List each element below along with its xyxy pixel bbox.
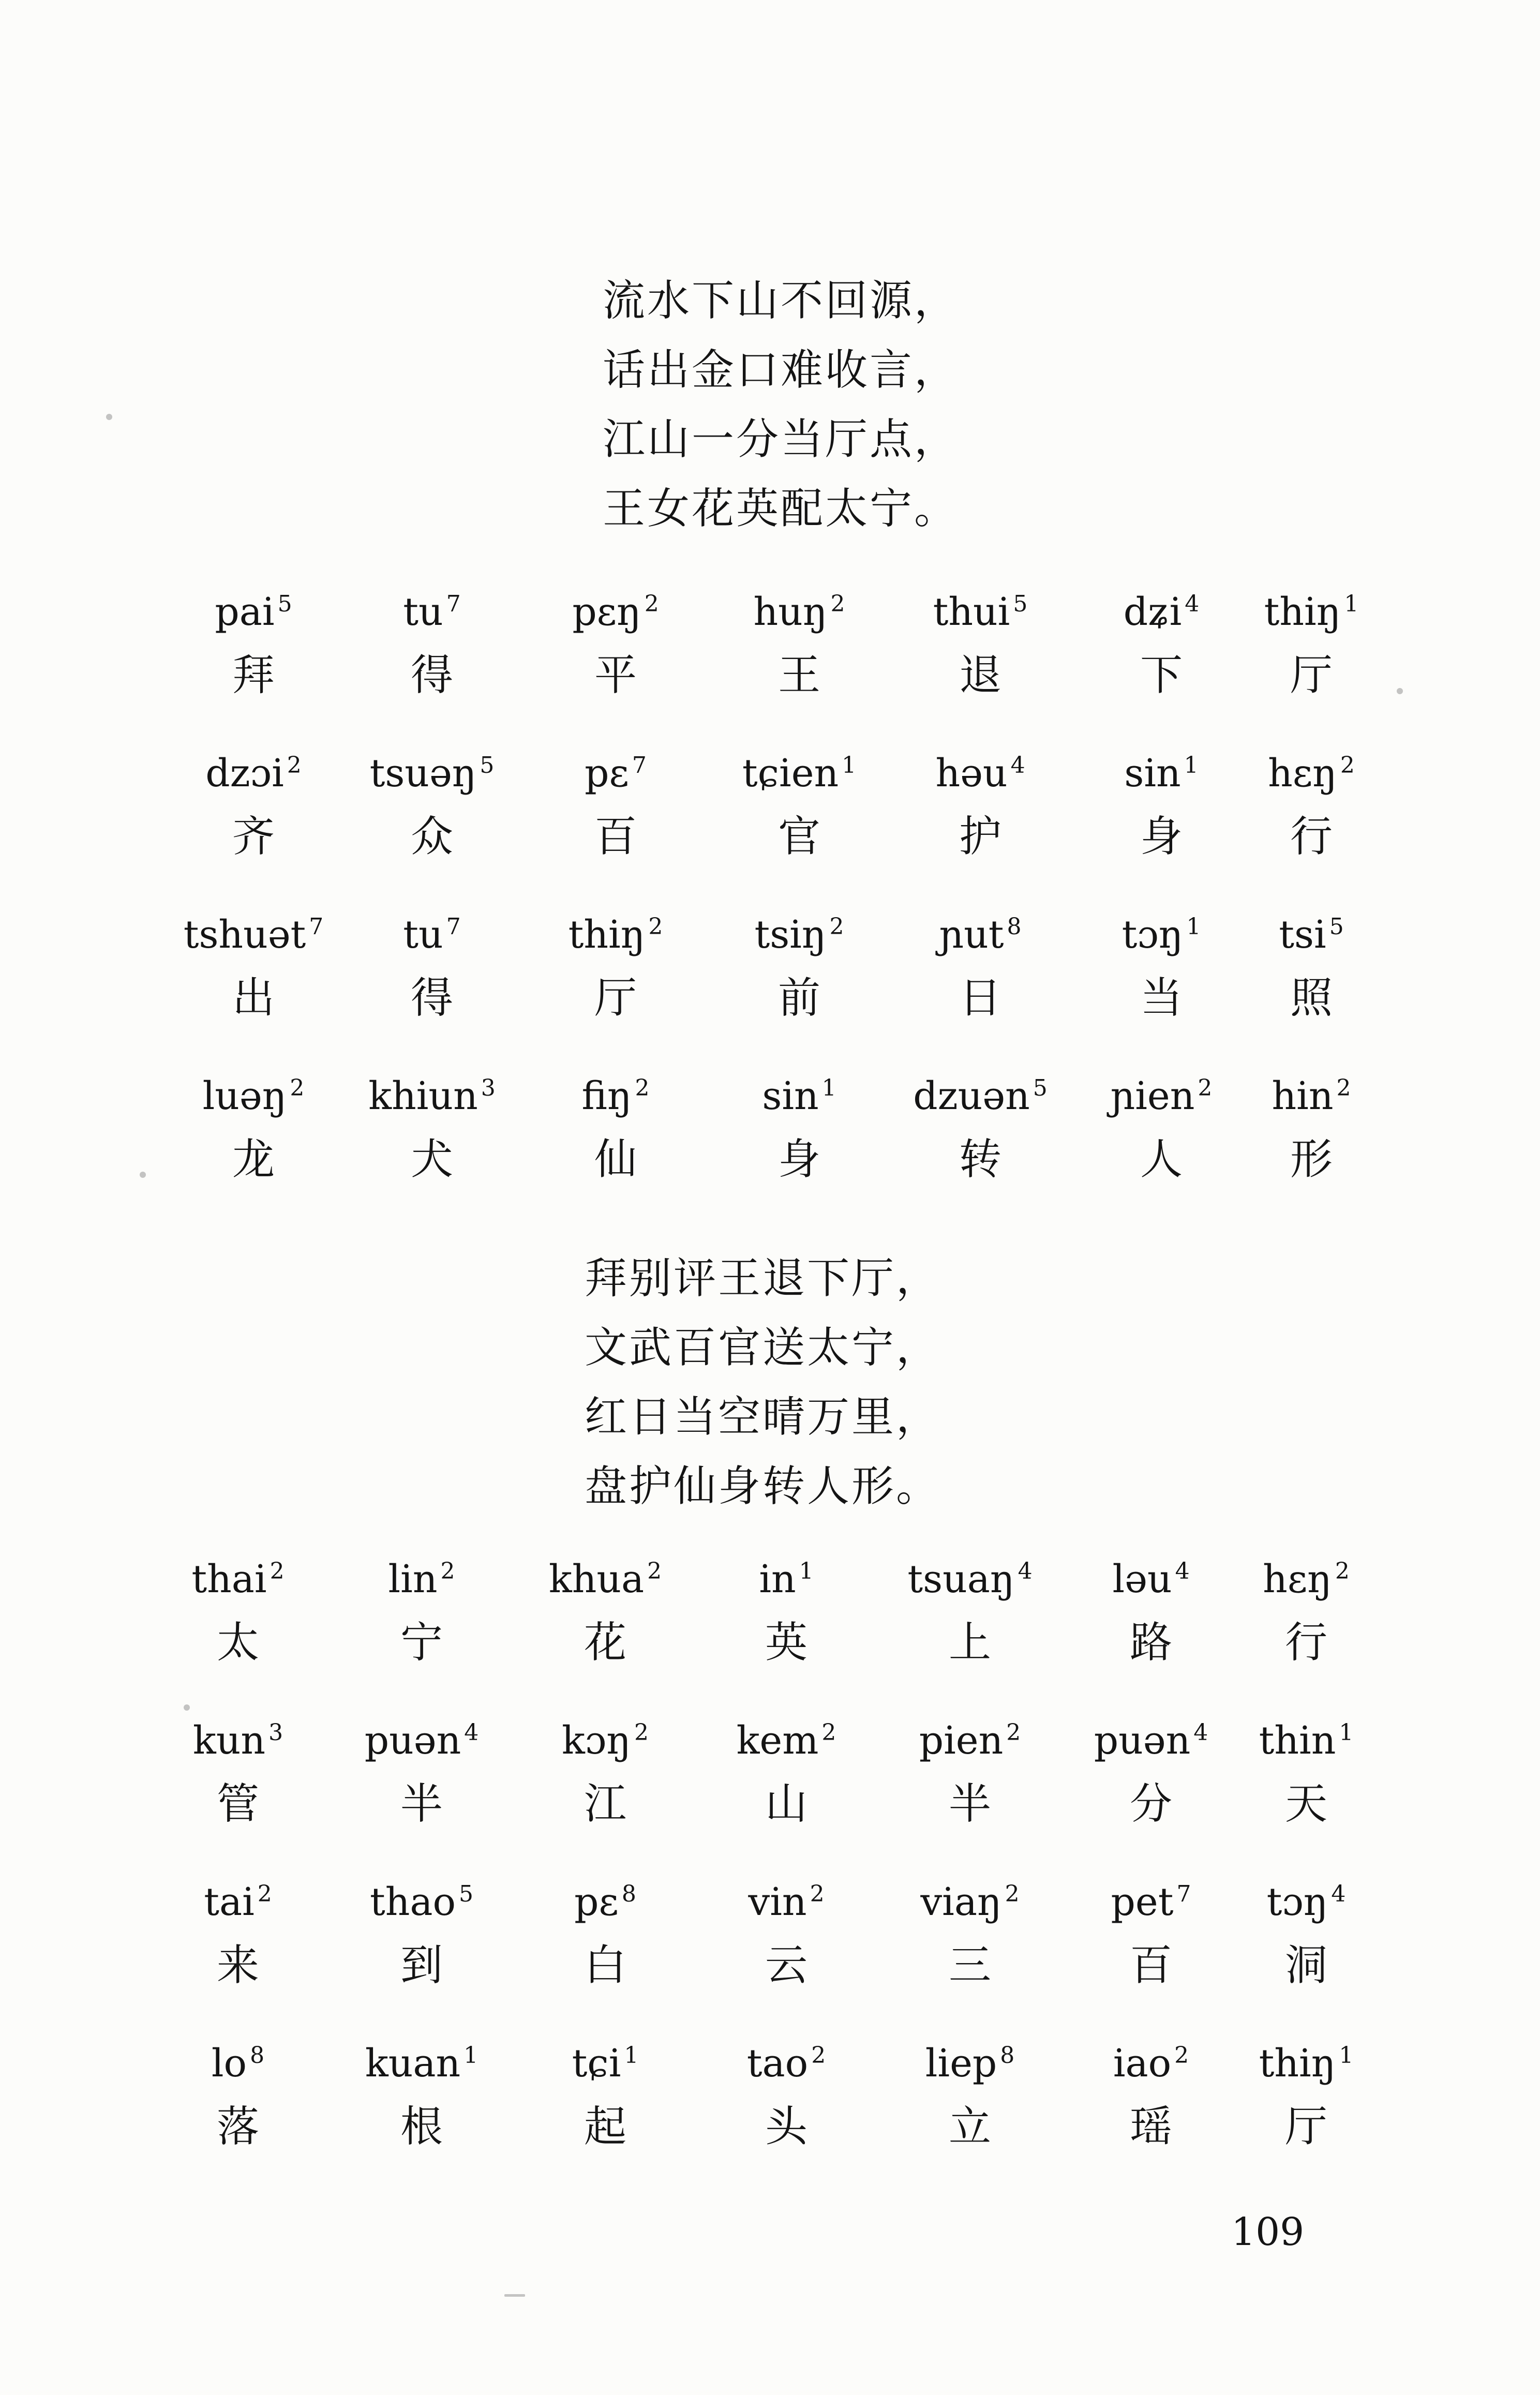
grid-cell bbox=[1073, 1869, 1229, 1997]
ipa-syllable: sin $^1$ bbox=[762, 1074, 836, 1118]
grid-cell bbox=[709, 1869, 864, 1997]
grid-cell bbox=[176, 741, 331, 868]
grid-row bbox=[0, 2031, 1540, 2192]
grid-cell bbox=[903, 579, 1058, 707]
tone-number: 2 bbox=[810, 1881, 825, 1907]
ipa-syllable: kem $^2$ bbox=[736, 1718, 836, 1763]
tone-number: 7 bbox=[446, 914, 461, 940]
ipa-syllable: iao $^2$ bbox=[1113, 2041, 1189, 2086]
ipa-syllable: tsiŋ $^2$ bbox=[754, 912, 844, 957]
hanzi-character: 白 bbox=[584, 1941, 626, 1990]
verse-line: 王女花英配太宁。 bbox=[603, 484, 959, 533]
hanzi-character: 百 bbox=[594, 812, 637, 861]
grid-cell bbox=[1229, 2031, 1384, 2158]
tone-number: 7 bbox=[309, 914, 324, 940]
grid-cell bbox=[160, 1869, 316, 1997]
tone-number: 8 bbox=[250, 2042, 265, 2069]
ipa-syllable: həu $^4$ bbox=[935, 751, 1025, 796]
hanzi-character: 路 bbox=[1129, 1618, 1172, 1667]
hanzi-character: 龙 bbox=[232, 1135, 275, 1184]
tone-number: 1 bbox=[799, 1558, 814, 1584]
ipa-syllable: tsuəŋ $^5$ bbox=[369, 751, 495, 796]
hanzi-character: 三 bbox=[948, 1941, 991, 1990]
ipa-syllable: khua $^2$ bbox=[548, 1557, 662, 1601]
tone-number: 2 bbox=[270, 1558, 285, 1584]
hanzi-character: 转 bbox=[959, 1135, 1001, 1184]
hanzi-character: 众 bbox=[410, 812, 453, 861]
tone-number: 1 bbox=[464, 2042, 479, 2069]
tone-number: 1 bbox=[821, 1075, 836, 1101]
grid-cell bbox=[1084, 902, 1239, 1029]
ipa-syllable: tɔŋ $^4$ bbox=[1266, 1880, 1346, 1924]
verse-line: 江山一分当厅点， bbox=[603, 415, 959, 464]
ipa-syllable: lo $^8$ bbox=[211, 2041, 265, 2086]
hanzi-character: 行 bbox=[1284, 1618, 1327, 1667]
grid-cell bbox=[1073, 1708, 1229, 1835]
tone-number: 7 bbox=[446, 591, 461, 617]
ipa-syllable: pet $^7$ bbox=[1111, 1880, 1191, 1924]
ipa-syllable: thiŋ $^2$ bbox=[568, 912, 663, 957]
tone-number: 2 bbox=[648, 914, 663, 940]
grid-cell bbox=[528, 1547, 683, 1674]
grid-cell bbox=[1234, 741, 1389, 868]
grid-cell bbox=[722, 1064, 877, 1191]
grid-row bbox=[0, 741, 1540, 902]
grid-cell bbox=[903, 741, 1058, 868]
tone-number: 2 bbox=[829, 914, 844, 940]
hanzi-character: 到 bbox=[400, 1941, 443, 1990]
hanzi-character: 管 bbox=[216, 1779, 259, 1829]
grid-cell bbox=[1229, 1547, 1384, 1674]
tone-number: 3 bbox=[268, 1719, 283, 1746]
hanzi-character: 身 bbox=[1140, 812, 1183, 861]
grid-cell bbox=[1073, 2031, 1229, 2158]
tone-number: 5 bbox=[480, 752, 495, 779]
ipa-syllable: tai $^2$ bbox=[204, 1880, 272, 1924]
ipa-syllable: tɕi $^1$ bbox=[572, 2041, 639, 2086]
hanzi-character: 天 bbox=[1284, 1779, 1327, 1829]
hanzi-character: 得 bbox=[410, 651, 453, 700]
hanzi-character: 齐 bbox=[232, 812, 275, 861]
hanzi-character: 江 bbox=[584, 1779, 626, 1829]
ipa-syllable: ɲut $^8$ bbox=[939, 912, 1022, 957]
hanzi-character: 形 bbox=[1290, 1135, 1333, 1184]
tone-number: 2 bbox=[1006, 1719, 1021, 1746]
ipa-syllable: kɔŋ $^2$ bbox=[562, 1718, 649, 1763]
grid-cell bbox=[1234, 579, 1389, 707]
ipa-syllable: dʑi $^4$ bbox=[1123, 590, 1200, 634]
scan-speck bbox=[106, 414, 112, 420]
ipa-syllable: pɛ $^8$ bbox=[574, 1880, 636, 1924]
grid-row bbox=[0, 1708, 1540, 1869]
tone-number: 8 bbox=[1000, 2042, 1015, 2069]
grid-cell bbox=[538, 741, 693, 868]
tone-number: 2 bbox=[821, 1719, 836, 1746]
verse-line: 拜别评王退下厅， bbox=[585, 1254, 941, 1303]
grid-cell bbox=[354, 902, 510, 1029]
hanzi-character: 厅 bbox=[1290, 651, 1333, 700]
verse-stanza-2 bbox=[585, 1244, 940, 1521]
grid-cell bbox=[722, 902, 877, 1029]
hanzi-character: 落 bbox=[216, 2102, 259, 2151]
grid-cell bbox=[1073, 1547, 1229, 1674]
ipa-syllable: sin $^1$ bbox=[1124, 751, 1199, 796]
grid-cell bbox=[722, 579, 877, 707]
hanzi-character: 头 bbox=[765, 2102, 808, 2151]
ipa-syllable: vin $^2$ bbox=[748, 1880, 825, 1924]
hanzi-character: 宁 bbox=[400, 1618, 443, 1667]
hanzi-character: 官 bbox=[778, 812, 820, 861]
hanzi-character: 百 bbox=[1129, 1941, 1172, 1990]
tone-number: 4 bbox=[1185, 591, 1200, 617]
tone-number: 5 bbox=[1329, 914, 1344, 940]
hanzi-character: 前 bbox=[778, 974, 820, 1023]
ipa-syllable: tshuət $^7$ bbox=[183, 912, 324, 957]
ipa-syllable: luəŋ $^2$ bbox=[202, 1074, 305, 1118]
ipa-syllable: puən $^4$ bbox=[364, 1718, 479, 1763]
hanzi-character: 拜 bbox=[232, 651, 275, 700]
ipa-syllable: thao $^5$ bbox=[369, 1880, 474, 1924]
grid-row bbox=[0, 1547, 1540, 1708]
grid-cell bbox=[528, 1869, 683, 1997]
hanzi-character: 来 bbox=[216, 1941, 259, 1990]
grid-cell bbox=[1234, 1064, 1389, 1191]
tone-number: 2 bbox=[1174, 2042, 1189, 2069]
ipa-syllable: thai $^2$ bbox=[191, 1557, 285, 1601]
tone-number: 1 bbox=[1184, 752, 1199, 779]
hanzi-character: 仙 bbox=[594, 1135, 637, 1184]
ipa-syllable: tu $^7$ bbox=[403, 912, 461, 957]
ipa-syllable: ɲien $^2$ bbox=[1110, 1074, 1213, 1118]
ipa-syllable: pai $^5$ bbox=[215, 590, 292, 634]
ipa-syllable: hɛŋ $^2$ bbox=[1268, 751, 1355, 796]
ipa-syllable: tao $^2$ bbox=[746, 2041, 826, 2086]
tone-number: 4 bbox=[1175, 1558, 1190, 1584]
tone-number: 2 bbox=[290, 1075, 305, 1101]
grid-cell bbox=[892, 1547, 1048, 1674]
transcription-grid-2 bbox=[0, 1547, 1540, 2192]
grid-cell bbox=[344, 2031, 499, 2158]
grid-cell bbox=[528, 2031, 683, 2158]
grid-cell bbox=[176, 579, 331, 707]
verse-line: 红日当空晴万里， bbox=[585, 1393, 941, 1442]
hanzi-character: 分 bbox=[1129, 1779, 1172, 1829]
tone-number: 4 bbox=[464, 1719, 479, 1746]
hanzi-character: 人 bbox=[1140, 1135, 1183, 1184]
grid-cell bbox=[176, 1064, 331, 1191]
ipa-syllable: kuan $^1$ bbox=[365, 2041, 479, 2086]
tone-number: 2 bbox=[257, 1881, 272, 1907]
ipa-syllable: thui $^5$ bbox=[933, 590, 1028, 634]
ipa-syllable: tɕien $^1$ bbox=[742, 751, 857, 796]
hanzi-character: 行 bbox=[1290, 812, 1333, 861]
ipa-syllable: tɔŋ $^1$ bbox=[1122, 912, 1201, 957]
ipa-syllable: lin $^2$ bbox=[388, 1557, 455, 1601]
tone-number: 2 bbox=[647, 1558, 662, 1584]
hanzi-character: 得 bbox=[410, 974, 453, 1023]
tone-number: 4 bbox=[1018, 1558, 1033, 1584]
verse-line: 话出金口难收言， bbox=[603, 346, 959, 395]
hanzi-character: 犬 bbox=[410, 1135, 453, 1184]
tone-number: 2 bbox=[811, 2042, 826, 2069]
grid-cell bbox=[344, 1869, 499, 1997]
grid-cell bbox=[528, 1708, 683, 1835]
tone-number: 2 bbox=[830, 591, 845, 617]
grid-cell bbox=[1229, 1869, 1384, 1997]
grid-cell bbox=[344, 1547, 499, 1674]
ipa-syllable: thin $^1$ bbox=[1259, 1718, 1354, 1763]
grid-row bbox=[0, 579, 1540, 741]
grid-cell bbox=[1084, 1064, 1239, 1191]
scan-speck bbox=[140, 1172, 146, 1178]
tone-number: 2 bbox=[1005, 1881, 1020, 1907]
ipa-syllable: hin $^2$ bbox=[1272, 1074, 1351, 1118]
ipa-syllable: fiŋ $^2$ bbox=[581, 1074, 650, 1118]
grid-cell bbox=[160, 2031, 316, 2158]
ipa-syllable: dzuən $^5$ bbox=[913, 1074, 1048, 1118]
hanzi-character: 半 bbox=[400, 1779, 443, 1829]
hanzi-character: 瑶 bbox=[1129, 2102, 1172, 2151]
scan-speck bbox=[184, 1704, 190, 1711]
grid-cell bbox=[176, 902, 331, 1029]
hanzi-character: 王 bbox=[778, 651, 820, 700]
tone-number: 5 bbox=[1013, 591, 1028, 617]
tone-number: 4 bbox=[1193, 1719, 1208, 1746]
grid-cell bbox=[160, 1547, 316, 1674]
tone-number: 4 bbox=[1331, 1881, 1346, 1907]
grid-row bbox=[0, 902, 1540, 1064]
verse-line: 流水下山不回源， bbox=[603, 276, 959, 325]
grid-cell bbox=[1084, 741, 1239, 868]
grid-cell bbox=[538, 1064, 693, 1191]
grid-cell bbox=[538, 902, 693, 1029]
hanzi-character: 身 bbox=[778, 1135, 820, 1184]
page-number: 109 bbox=[1231, 2210, 1305, 2254]
tone-number: 8 bbox=[621, 1881, 636, 1907]
tone-number: 5 bbox=[277, 591, 292, 617]
scan-speck bbox=[504, 2294, 525, 2297]
transcription-grid-1 bbox=[0, 579, 1540, 1225]
hanzi-character: 厅 bbox=[1284, 2102, 1327, 2151]
hanzi-character: 半 bbox=[948, 1779, 991, 1829]
hanzi-character: 日 bbox=[959, 974, 1001, 1023]
ipa-syllable: huŋ $^2$ bbox=[753, 590, 845, 634]
tone-number: 1 bbox=[624, 2042, 639, 2069]
ipa-syllable: tsuaŋ $^4$ bbox=[907, 1557, 1033, 1601]
ipa-syllable: liep $^8$ bbox=[925, 2041, 1015, 2086]
grid-row bbox=[0, 1869, 1540, 2031]
tone-number: 1 bbox=[1339, 2042, 1354, 2069]
tone-number: 1 bbox=[1339, 1719, 1354, 1746]
ipa-syllable: tsi $^5$ bbox=[1279, 912, 1344, 957]
tone-number: 7 bbox=[1176, 1881, 1191, 1907]
ipa-syllable: hɛŋ $^2$ bbox=[1263, 1557, 1350, 1601]
ipa-syllable: pɛŋ $^2$ bbox=[572, 590, 659, 634]
ipa-syllable: in $^1$ bbox=[759, 1557, 814, 1601]
grid-cell bbox=[538, 579, 693, 707]
hanzi-character: 立 bbox=[948, 2102, 991, 2151]
grid-cell bbox=[722, 741, 877, 868]
ipa-syllable: kun $^3$ bbox=[192, 1718, 283, 1763]
tone-number: 2 bbox=[635, 1075, 650, 1101]
tone-number: 2 bbox=[1340, 752, 1355, 779]
hanzi-character: 照 bbox=[1290, 974, 1333, 1023]
grid-cell bbox=[354, 579, 510, 707]
hanzi-character: 花 bbox=[584, 1618, 626, 1667]
grid-cell bbox=[354, 741, 510, 868]
grid-cell bbox=[892, 1708, 1048, 1835]
verse-line: 文武百官送太宁， bbox=[585, 1323, 941, 1372]
hanzi-character: 护 bbox=[959, 812, 1001, 861]
ipa-syllable: dzɔi $^2$ bbox=[205, 751, 302, 796]
ipa-syllable: tu $^7$ bbox=[403, 590, 461, 634]
tone-number: 3 bbox=[481, 1075, 496, 1101]
tone-number: 8 bbox=[1007, 914, 1022, 940]
hanzi-character: 根 bbox=[400, 2102, 443, 2151]
grid-cell bbox=[892, 2031, 1048, 2158]
verse-stanza-1 bbox=[603, 266, 959, 544]
hanzi-character: 退 bbox=[959, 651, 1001, 700]
grid-cell bbox=[709, 1547, 864, 1674]
ipa-syllable: thiŋ $^1$ bbox=[1259, 2041, 1354, 2086]
grid-cell bbox=[892, 1869, 1048, 1997]
grid-cell bbox=[709, 1708, 864, 1835]
hanzi-character: 英 bbox=[765, 1618, 808, 1667]
verse-line: 盘护仙身转人形。 bbox=[585, 1462, 941, 1511]
hanzi-character: 上 bbox=[948, 1618, 991, 1667]
grid-cell bbox=[1084, 579, 1239, 707]
tone-number: 2 bbox=[634, 1719, 649, 1746]
tone-number: 7 bbox=[632, 752, 647, 779]
grid-cell bbox=[354, 1064, 510, 1191]
ipa-syllable: pien $^2$ bbox=[919, 1718, 1021, 1763]
tone-number: 2 bbox=[644, 591, 659, 617]
tone-number: 5 bbox=[1033, 1075, 1048, 1101]
ipa-syllable: thiŋ $^1$ bbox=[1264, 590, 1359, 634]
tone-number: 2 bbox=[287, 752, 302, 779]
hanzi-character: 山 bbox=[765, 1779, 808, 1829]
grid-cell bbox=[709, 2031, 864, 2158]
grid-cell bbox=[160, 1708, 316, 1835]
grid-row bbox=[0, 1064, 1540, 1225]
tone-number: 1 bbox=[1186, 914, 1201, 940]
ipa-syllable: puən $^4$ bbox=[1094, 1718, 1208, 1763]
ipa-syllable: pɛ $^7$ bbox=[585, 751, 647, 796]
tone-number: 2 bbox=[1336, 1075, 1351, 1101]
hanzi-character: 平 bbox=[594, 651, 637, 700]
grid-cell bbox=[903, 902, 1058, 1029]
grid-cell bbox=[344, 1708, 499, 1835]
hanzi-character: 下 bbox=[1140, 651, 1183, 700]
grid-cell bbox=[903, 1064, 1058, 1191]
ipa-syllable: khiun $^3$ bbox=[368, 1074, 496, 1118]
hanzi-character: 云 bbox=[765, 1941, 808, 1990]
tone-number: 5 bbox=[459, 1881, 474, 1907]
tone-number: 1 bbox=[842, 752, 857, 779]
scan-speck bbox=[1397, 688, 1403, 694]
grid-cell bbox=[1234, 902, 1389, 1029]
ipa-syllable: ləu $^4$ bbox=[1112, 1557, 1190, 1601]
hanzi-character: 出 bbox=[232, 974, 275, 1023]
hanzi-character: 太 bbox=[216, 1618, 259, 1667]
ipa-syllable: viaŋ $^2$ bbox=[920, 1880, 1020, 1924]
tone-number: 4 bbox=[1010, 752, 1025, 779]
hanzi-character: 洞 bbox=[1284, 1941, 1327, 1990]
hanzi-character: 当 bbox=[1140, 974, 1183, 1023]
hanzi-character: 厅 bbox=[594, 974, 637, 1023]
grid-cell bbox=[1229, 1708, 1384, 1835]
tone-number: 2 bbox=[440, 1558, 455, 1584]
tone-number: 1 bbox=[1344, 591, 1359, 617]
hanzi-character: 起 bbox=[584, 2102, 626, 2151]
tone-number: 2 bbox=[1198, 1075, 1213, 1101]
tone-number: 2 bbox=[1335, 1558, 1350, 1584]
